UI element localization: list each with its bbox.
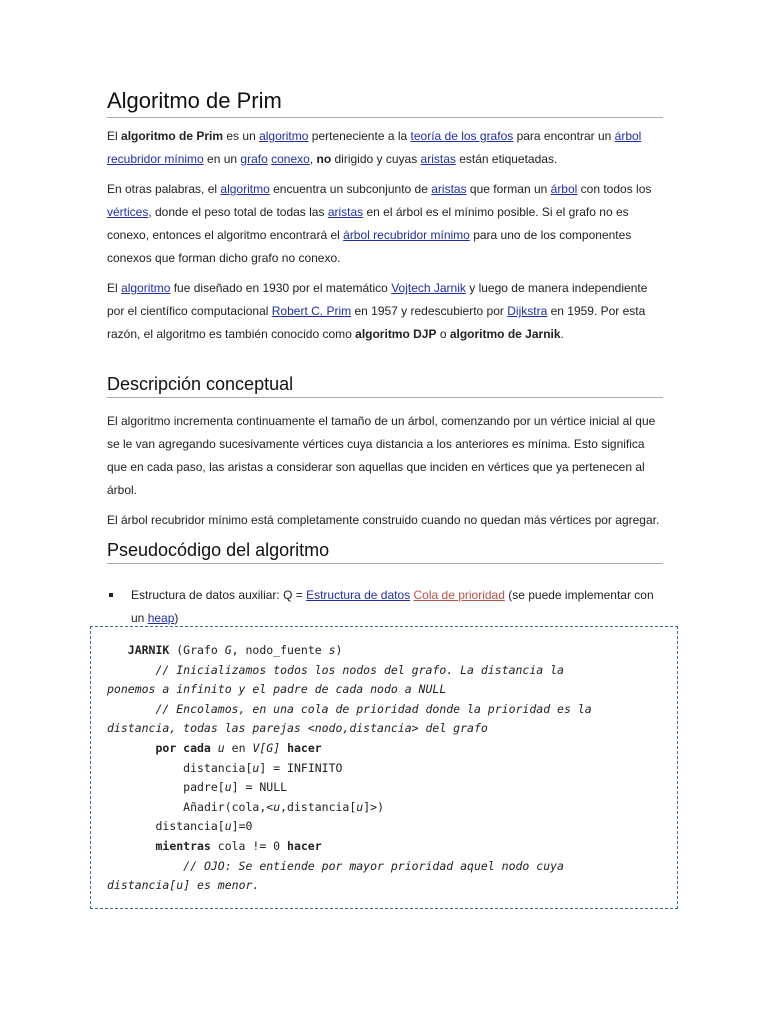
code-line: distancia[u]=0 [155,819,253,834]
code-line: distancia[u] = INFINITO [183,760,343,775]
code-comment: distancia, todas las parejas <nodo,distancia> del grafo [107,721,488,736]
code-comment: // Inicializamos todos los nodos del grafo. La distancia la [155,662,564,677]
bold-term: algoritmo de Prim [121,129,224,143]
link-arbol[interactable]: árbol [550,182,578,196]
section1-paragraph-2: El árbol recubridor mínimo está completamente construido cuando no quedan más vértices por agregar. [107,513,660,527]
link-grafo[interactable]: grafo [240,152,268,166]
link-robert-prim[interactable]: Robert C. Prim [271,304,352,318]
page-title: Algoritmo de Prim [107,86,663,118]
link-cola-prioridad[interactable]: Cola de prioridad [413,588,505,602]
bold-jarnik: algoritmo de Jarnik [449,327,561,341]
link-estructura-datos[interactable]: Estructura de datos [306,588,411,602]
code-line: distancia[u] es menor. [107,878,260,893]
section-heading-pseudocodigo: Pseudocódigo del algoritmo [107,538,663,564]
link-arbol-recubridor[interactable]: árbol recubridor mínimo [107,129,642,166]
paragraph-3: El algoritmo fue diseñado en 1930 por el matemático Vojtech Jarnik y luego de manera independiente por el científico computacional Robert C. Prim en 1957 y redescubierto por Dijkstra en 1959. Por esta razón, el algoritmo es también conocido como algoritmo DJP o algoritmo de Jarnik. [107,281,648,341]
code-line: JARNIK (Grafo G, nodo_fuente s) [127,643,343,657]
code-comment: // OJO: Se entiende por mayor prioridad aquel nodo cuya [183,858,564,873]
link-vertices[interactable]: vértices [107,205,149,219]
link-aristas[interactable]: aristas [327,205,364,219]
article-content [107,86,663,630]
code-line: padre[u] = NULL [183,780,288,795]
bold-no: no [316,152,332,166]
link-arbol-recubridor[interactable]: árbol recubridor mínimo [343,228,470,242]
code-line: Añadir(cola,<u,distancia[u]>) [183,799,385,814]
code-line: por cada u en V[G] hacer [155,740,322,755]
code-comment: ponemos a infinito y el padre de cada nodo a NULL [107,682,447,697]
list-item: Estructura de datos auxiliar: Q = Estructura de datos Cola de prioridad (se puede implementar con un heap) [107,584,663,630]
section-heading-descripcion: Descripción conceptual [107,372,663,398]
link-conexo[interactable]: conexo [271,152,310,166]
link-algoritmo[interactable]: algoritmo [220,182,270,196]
link-aristas[interactable]: aristas [420,152,456,166]
bold-djp: algoritmo DJP [355,327,437,341]
link-algoritmo[interactable]: algoritmo [259,129,309,143]
link-teoria-grafos[interactable]: teoría de los grafos [410,129,514,143]
link-dijkstra[interactable]: Dijkstra [507,304,548,318]
section1-paragraph-1: El algoritmo incrementa continuamente el tamaño de un árbol, comenzando por un vértice inicial al que se le van agregando sucesivamente vértices cuya distancia a los anteriores es mínima. Esto significa que en cada paso, las aristas a considerar son aquellas que inciden en vértices que ya pertenecen al árbol. [107,414,656,497]
intro-paragraph: El algoritmo de Prim es un algoritmo perteneciente a la teoría de los grafos para encontrar un árbol recubridor mínimo en un grafo conexo, no dirigido y cuyas aristas están etiquetadas. [107,129,642,166]
link-aristas[interactable]: aristas [431,182,467,196]
bullet-list [107,584,663,630]
pseudocode-block [90,626,678,909]
code-line: mientras cola != 0 hacer [155,838,322,853]
bullet-icon [109,593,113,597]
code-comment: // Encolamos, en una cola de prioridad donde la prioridad es la [155,701,592,716]
link-algoritmo[interactable]: algoritmo [121,281,171,295]
paragraph-2: En otras palabras, el algoritmo encuentra un subconjunto de aristas que forman un árbol con todos los vértices, donde el peso total de todas las aristas en el árbol es el mínimo posible. Si el grafo no es conexo, entonces el algoritmo encontrará el árbol recubridor mínimo para uno de los componentes conexos que forman dicho grafo no conexo. [107,182,652,265]
link-heap[interactable]: heap [147,611,175,625]
link-vojtech-jarnik[interactable]: Vojtech Jarnik [391,281,466,295]
